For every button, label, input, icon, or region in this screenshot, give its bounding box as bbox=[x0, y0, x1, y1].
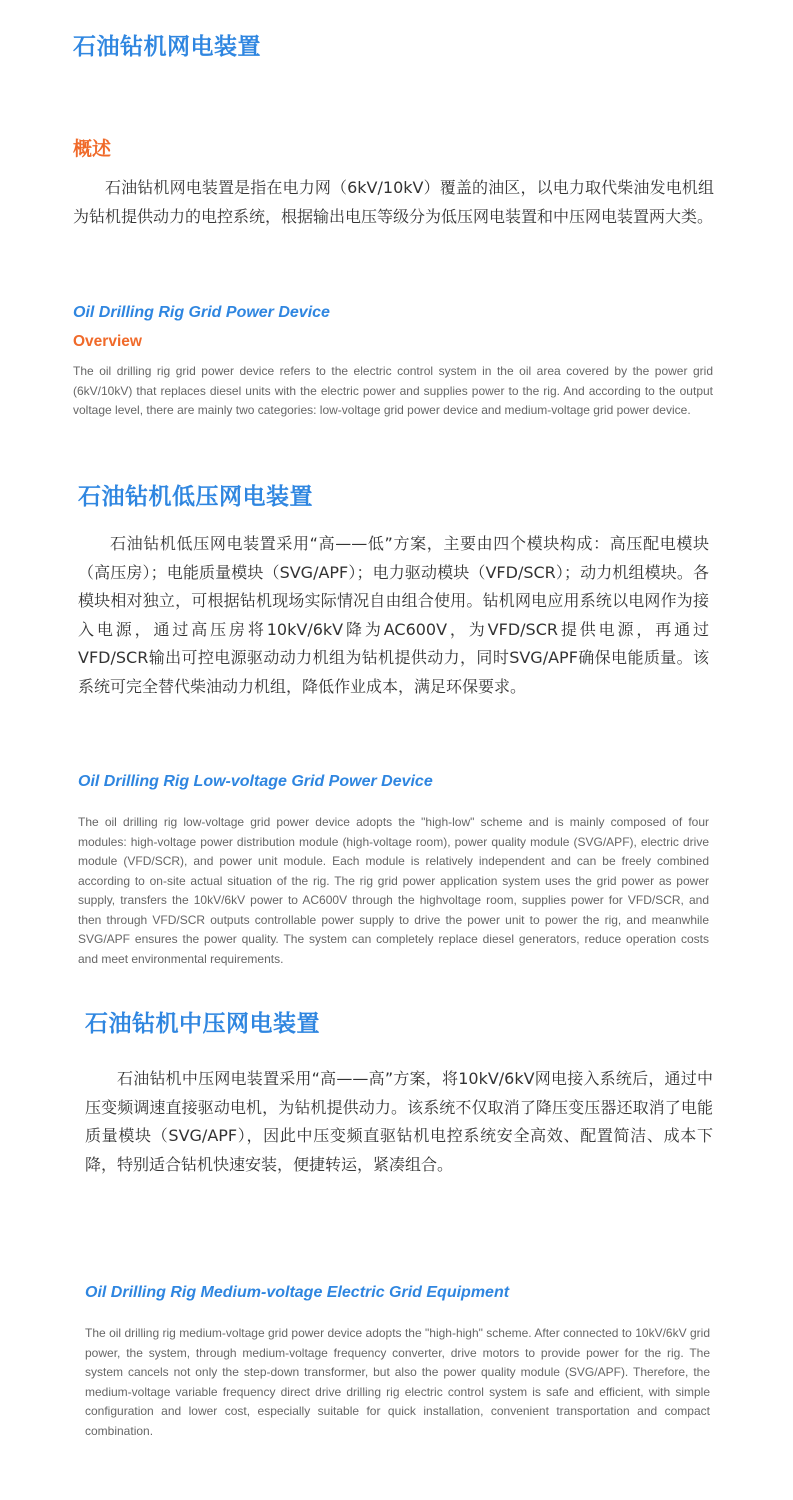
overview-en-heading: Overview bbox=[73, 333, 142, 350]
overview-en-body bbox=[73, 362, 713, 421]
overview-cn-body bbox=[73, 174, 714, 231]
medium-voltage-en-body bbox=[85, 1324, 710, 1441]
low-voltage-cn-title: 石油钻机低压网电装置 bbox=[78, 484, 313, 510]
low-voltage-cn-paragraph: 石油钻机低压网电装置采用“高——低”方案，主要由四个模块构成：高压配电模块（高压房）；电能质量模块（SVG/APF）；电力驱动模块（VFD/SCR）；动力机组模块。各模块相对独立，可根据钻机现场实际情况自由组合使用。钻机网电应用系统以电网作为接入电源，通过高压房将10kV/6kV降为AC600V，为VFD/SCR提供电源，再通过VFD/SCR输出可控电源驱动动力机组为钻机提供动力，同时SVG/APF确保电能质量。该系统可完全替代柴油动力机组，降低作业成本，满足环保要求。 bbox=[78, 534, 709, 696]
low-voltage-en-title: Oil Drilling Rig Low-voltage Grid Power Device bbox=[78, 773, 433, 790]
medium-voltage-en-title: Oil Drilling Rig Medium-voltage Electric Grid Equipment bbox=[85, 1284, 510, 1301]
medium-voltage-cn-body bbox=[85, 1065, 713, 1179]
low-voltage-cn-body bbox=[78, 530, 709, 701]
medium-voltage-cn-paragraph: 石油钻机中压网电装置采用“高——高”方案，将10kV/6kV网电接入系统后，通过中压变频调速直接驱动电机，为钻机提供动力。该系统不仅取消了降压变压器还取消了电能质量模块（SVG/APF），因此中压变频直驱钻机电控系统安全高效、配置简洁、成本下降，特别适合钻机快速安装，便捷转运，紧凑组合。 bbox=[85, 1069, 713, 1174]
page-title: 石油钻机网电装置 bbox=[73, 34, 261, 60]
low-voltage-en-body bbox=[78, 813, 709, 969]
overview-en-title: Oil Drilling Rig Grid Power Device bbox=[73, 304, 330, 321]
medium-voltage-cn-title: 石油钻机中压网电装置 bbox=[85, 1011, 320, 1037]
overview-cn-section bbox=[73, 134, 713, 161]
low-voltage-en-paragraph: The oil drilling rig low-voltage grid power device adopts the "high-low" scheme and is mainly composed of four modules: high-voltage power distribution module (high-voltage room), power quality module (SVG/APF), electric drive module (VFD/SCR), and power unit module. Each module is relatively independent and can be freely combined according to on-site actual situation of the rig. The rig grid power application system uses the grid power as power supply, transfers the 10kV/6kV power to AC600V through the highvoltage room, supplies power for VFD/SCR, and then through VFD/SCR outputs controllable power supply to drive the power unit to power the rig, and meanwhile SVG/APF ensures the power quality. The system can completely replace diesel generators, reduce operation costs and meet environmental requirements. bbox=[78, 815, 709, 966]
overview-en-paragraph: The oil drilling rig grid power device refers to the electric control system in the oil area covered by the power grid (6kV/10kV) that replaces diesel units with the electric power and supplies power to the rig. And according to the output voltage level, there are mainly two categories: low-voltage grid power device and medium-voltage grid power device. bbox=[73, 364, 713, 417]
low-voltage-en-title-wrap bbox=[78, 773, 713, 791]
medium-voltage-section bbox=[85, 1005, 725, 1038]
overview-cn-paragraph: 石油钻机网电装置是指在电力网（6kV/10kV）覆盖的油区，以电力取代柴油发电机组为钻机提供动力的电控系统，根据输出电压等级分为低压网电装置和中压网电装置两大类。 bbox=[73, 178, 714, 226]
medium-voltage-en-paragraph: The oil drilling rig medium-voltage grid power device adopts the "high-high" scheme. After connected to 10kV/6kV grid power, the system, through medium-voltage frequency converter, drive motors to provide power for the rig. The system cancels not only the step-down transformer, but also the power quality module (SVG/APF). Therefore, the medium-voltage variable frequency direct drive drilling rig electric control system is safe and efficient, with simple configuration and lower cost, especially suitable for quick installation, convenient transportation and compact combination. bbox=[85, 1326, 710, 1438]
medium-voltage-en-title-wrap bbox=[85, 1284, 725, 1302]
page-header bbox=[73, 28, 733, 61]
overview-cn-heading: 概述 bbox=[73, 138, 112, 160]
low-voltage-section bbox=[78, 478, 718, 511]
overview-en-heading-wrap bbox=[73, 333, 713, 351]
overview-en-section bbox=[73, 304, 713, 322]
